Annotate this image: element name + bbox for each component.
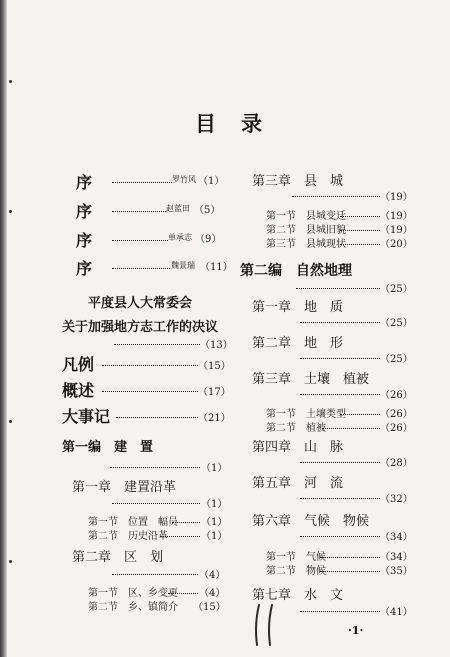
page-ref: （25）: [380, 284, 413, 295]
fanli-label: 凡例: [62, 355, 95, 374]
page-ref: （15）: [198, 361, 231, 372]
chapter-heading: 第三章 县 城: [252, 174, 344, 189]
page-ref: （34）: [380, 552, 413, 563]
chapter-heading: 第一章 地 质: [252, 300, 344, 315]
section-label: 第一节 县城变迁: [266, 211, 346, 222]
leader-dots: [300, 358, 380, 359]
page-ref: （26）: [380, 423, 413, 434]
leader-dots: [116, 417, 198, 418]
leader-dots: [112, 503, 200, 504]
leader-dots: [112, 211, 166, 212]
section-label: 第一节 气候: [266, 552, 326, 563]
leader-dots: [300, 498, 380, 499]
page-ref: （20）: [380, 239, 413, 250]
chapter-heading: 第二章 地 形: [252, 336, 344, 351]
chapter-heading: 第三章 土壤 植被: [252, 372, 370, 387]
page-ref: （25）: [380, 318, 413, 329]
chapter-heading: 第二章 区 划: [72, 550, 164, 565]
leader-dots: [112, 268, 170, 269]
section-label: 第二节 历史沿革: [88, 531, 168, 542]
resolution-title-line1: 平度县人大常委会: [88, 296, 193, 311]
section-label: 第二节 县城旧貌: [266, 225, 346, 236]
gaishu-label: 概述: [62, 381, 95, 400]
leader-dots: [340, 244, 380, 245]
leader-dots: [168, 593, 198, 594]
chapter-heading: 第五章 河 流: [252, 476, 344, 491]
leader-dots: [112, 574, 198, 575]
page-number: ·1·: [348, 624, 364, 637]
page-ref: （19）: [380, 192, 413, 203]
page-ref: （9）: [195, 234, 222, 245]
leader-dots: [292, 196, 380, 197]
leader-dots: [340, 414, 380, 415]
page-title: 目 录: [195, 111, 264, 136]
page-ref: （1）: [201, 517, 228, 528]
preface-author: 魏景瑞: [171, 261, 195, 270]
section-label: 第三节 县城现状: [266, 239, 346, 250]
chapter-heading: 第一章 建置沿革: [72, 480, 177, 495]
section-label: 第二节 植被: [266, 423, 326, 434]
leader-dots: [300, 394, 380, 395]
page-ref: （1）: [201, 499, 228, 510]
leader-dots: [114, 344, 200, 345]
leader-dots: [102, 391, 198, 392]
page-ref: （35）: [380, 566, 413, 577]
page-ref: （32）: [380, 494, 413, 505]
section-label: 第一节 区、乡变更: [88, 588, 178, 599]
leader-dots: [300, 611, 380, 612]
handwritten-mark: [252, 603, 280, 647]
page-ref: （34）: [380, 532, 413, 543]
leader-dots: [110, 467, 200, 468]
leader-dots: [322, 428, 380, 429]
page-ref: （1）: [201, 463, 228, 474]
section-label: 第二节 物候: [266, 566, 326, 577]
leader-dots: [300, 462, 380, 463]
part2-heading: 第二编 自然地理: [240, 263, 352, 279]
chapter-heading: 第七章 水 文: [252, 588, 344, 603]
part1-heading: 第一编 建 置: [62, 440, 154, 455]
page-ref: （21）: [198, 413, 231, 424]
preface-label: 序: [76, 173, 93, 192]
leader-dots: [320, 557, 380, 558]
section-label: 第一节 土壤类型: [266, 409, 346, 420]
section-label: 第一节 位置 幅员: [88, 517, 178, 528]
leader-dots: [296, 288, 380, 289]
page-ref: （19）: [380, 211, 413, 222]
leader-dots: [160, 536, 200, 537]
leader-dots: [340, 230, 380, 231]
leader-dots: [102, 365, 198, 366]
page-ref: （25）: [380, 354, 413, 365]
leader-dots: [320, 571, 380, 572]
leader-dots: [340, 216, 380, 217]
preface-label: 序: [76, 202, 93, 221]
page-ref: （11）: [200, 262, 233, 273]
page-ref: （17）: [198, 387, 231, 398]
page-ref: （5）: [194, 205, 221, 216]
leader-dots: [300, 536, 380, 537]
page-ref: （15）: [193, 602, 226, 613]
preface-label: 序: [76, 259, 93, 278]
chapter-heading: 第六章 气候 物候: [252, 514, 370, 529]
leader-dots: [112, 240, 168, 241]
preface-author: 罗竹风: [172, 175, 196, 184]
leader-dots: [172, 522, 200, 523]
preface-author: 赵蓝田: [166, 204, 190, 213]
page-ref: （26）: [380, 390, 413, 401]
page-ref: （1）: [198, 176, 225, 187]
chapter-heading: 第四章 山 脉: [252, 440, 344, 455]
preface-author: 单承志: [168, 233, 192, 242]
section-label: 第二节 乡、镇简介: [88, 602, 178, 613]
page-ref: （19）: [380, 225, 413, 236]
page-ref: （4）: [199, 570, 226, 581]
page-ref: （26）: [380, 409, 413, 420]
page-edge-shadow: [0, 0, 7, 657]
page-ref: （13）: [200, 340, 233, 351]
preface-label: 序: [76, 231, 93, 250]
leader-dots: [300, 322, 380, 323]
page-ref: （28）: [380, 458, 413, 469]
page-ref: （4）: [199, 588, 226, 599]
leader-dots: [112, 182, 172, 183]
dashiji-label: 大事记: [62, 407, 111, 426]
resolution-title-line2: 关于加强地方志工作的决议: [62, 320, 219, 335]
page-ref: （41）: [380, 607, 413, 618]
page-ref: （1）: [201, 531, 228, 542]
